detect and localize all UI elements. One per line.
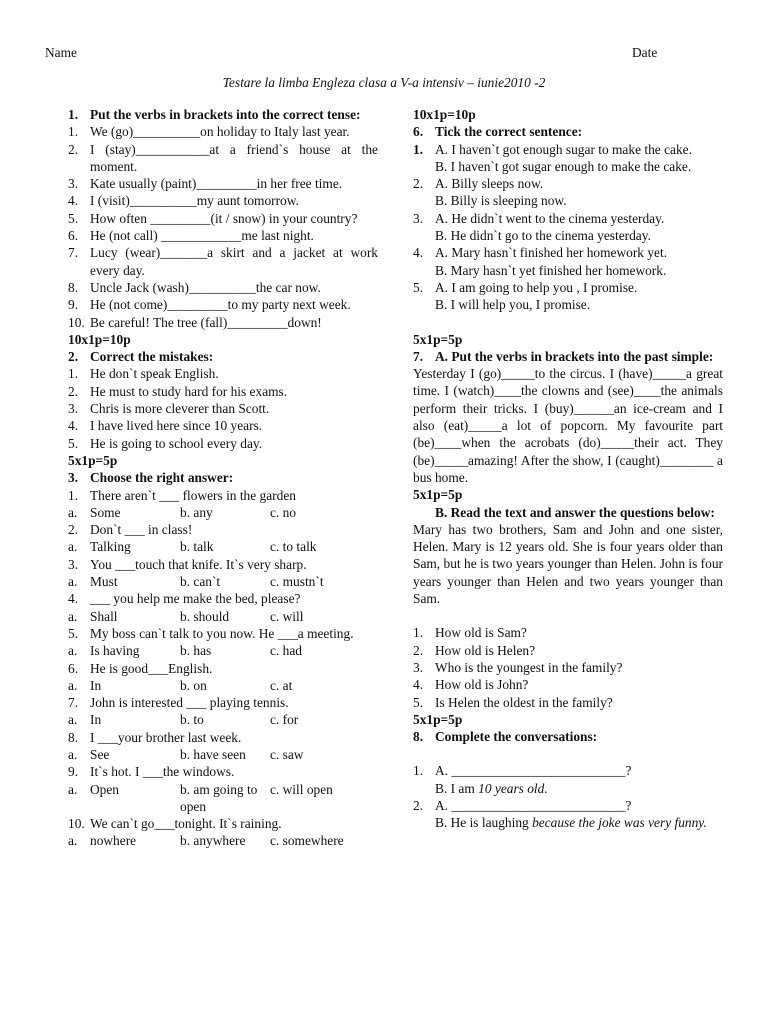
spacer — [413, 607, 723, 624]
exercise-1-item — [68, 123, 378, 140]
exercise-2-item — [68, 383, 378, 400]
exercise-6-option-a — [413, 141, 723, 158]
exercise-2-item — [68, 365, 378, 382]
exercise-6-option-a — [413, 210, 723, 227]
item-number: 1. — [68, 487, 79, 503]
item-text: There aren`t ___ flowers in the garden — [90, 487, 296, 503]
item-text: Tick the correct sentence: — [435, 124, 583, 140]
item-text: B. I haven`t got sugar enough to make the cake. — [435, 158, 692, 174]
item-text: Complete the conversations: — [435, 729, 598, 745]
item-text: He is going to school every day. — [90, 435, 263, 451]
italic-answer: because the joke was very funny. — [532, 815, 707, 831]
item-number: 6. — [68, 660, 79, 676]
spacer — [413, 745, 723, 762]
answer-options — [68, 832, 378, 849]
option-a: Shall — [90, 608, 118, 624]
item-text: He don`t speak English. — [90, 366, 219, 382]
item-number: 4. — [413, 677, 424, 693]
item-text: It`s hot. I ___the windows. — [90, 764, 235, 780]
item-text: A. __________________________? — [435, 797, 632, 813]
score-label: 5x1p=5p — [413, 487, 463, 503]
item-text: Don`t ___ in class! — [90, 522, 193, 538]
item-text: B. I will help you, I promise. — [435, 297, 591, 313]
exercise-3-question — [68, 487, 378, 504]
item-number: 1. — [413, 141, 424, 157]
item-number: 7. — [413, 348, 424, 364]
exercise-1-item — [68, 210, 378, 227]
item-number: 1. — [413, 625, 424, 641]
answer-options — [68, 677, 378, 694]
item-number: 3. — [413, 659, 424, 675]
item-text: How old is Sam? — [435, 625, 527, 641]
answer-options — [68, 608, 378, 625]
option-b: b. talk — [180, 539, 214, 555]
item-number: 2. — [413, 797, 424, 813]
item-number: 3. — [68, 176, 79, 192]
option-b: b. anywhere — [180, 833, 246, 849]
item-text: B. I am 10 years old. — [435, 780, 548, 796]
item-text: How often _________(it / snow) in your country? — [90, 210, 358, 226]
score-label: 5x1p=5p — [68, 452, 118, 468]
option-b: b. can`t — [180, 574, 221, 590]
option-a: Talking — [90, 539, 131, 555]
exercise-1-item — [68, 296, 378, 313]
item-text: He must to study hard for his exams. — [90, 383, 288, 399]
item-number: 4. — [68, 591, 79, 607]
item-number: 8. — [413, 729, 424, 745]
option-c: c. for — [270, 712, 299, 728]
exercise-6-option-b — [413, 192, 723, 209]
item-text: I (visit)__________my aunt tomorrow. — [90, 193, 299, 209]
option-a: In — [90, 712, 102, 728]
item-text: Be careful! The tree (fall)_________down! — [90, 314, 322, 330]
option-b: b. should — [180, 608, 230, 624]
item-text: Who is the youngest in the family? — [435, 659, 623, 675]
exercise-7b-text: Mary has two brothers, Sam and John and one sister, Helen. Mary is 12 years old. She is four years older than Sam, but he is two years younger than Helen. John is four years younger than Helen and two years younger than Sam. — [413, 521, 723, 607]
option-a: Is having — [90, 643, 140, 659]
option-c: c. somewhere — [270, 833, 344, 849]
item-text: B. Mary hasn`t yet finished her homework. — [435, 262, 667, 278]
option-c: c. to talk — [270, 539, 317, 555]
item-number: 3. — [68, 470, 79, 486]
right-column — [413, 106, 723, 832]
option-b: b. am going to open — [180, 781, 258, 814]
exercise-1-item — [68, 141, 378, 176]
item-number: 2. — [68, 383, 79, 399]
item-text: A. I am going to help you , I promise. — [435, 279, 638, 295]
item-number: 3. — [68, 401, 79, 417]
option-c: c. saw — [270, 746, 304, 762]
option-c: c. at — [270, 677, 293, 693]
exercise-1-item — [68, 175, 378, 192]
spacer — [413, 262, 435, 279]
conversation-line-a — [413, 797, 723, 814]
exercise-2-title — [68, 348, 378, 365]
exercise-7b-question — [413, 659, 723, 676]
item-number: 1. — [68, 107, 79, 122]
item-text: A. Billy sleeps now. — [435, 176, 544, 192]
option-c: c. will open — [270, 781, 333, 797]
option-b: b. has — [180, 643, 212, 659]
item-text: A. __________________________? — [435, 763, 632, 779]
spacer — [413, 158, 435, 175]
item-text: I have lived here since 10 years. — [90, 418, 263, 434]
exercise-3-question — [68, 815, 378, 832]
item-text: My boss can`t talk to you now. He ___a meeting. — [90, 625, 354, 641]
item-number: 10. — [68, 816, 85, 832]
conversation-line-b — [413, 814, 723, 831]
option-a: Open — [90, 781, 120, 797]
option-letter: a. — [68, 504, 78, 520]
item-text: A. I haven`t got enough sugar to make the cake. — [435, 141, 692, 157]
exercise-6-option-a — [413, 175, 723, 192]
option-letter: a. — [68, 677, 78, 693]
answer-options — [68, 781, 378, 816]
left-column — [68, 106, 378, 850]
answer-options — [68, 573, 378, 590]
option-letter: a. — [68, 833, 78, 849]
item-text: He (not come)_________to my party next week. — [90, 297, 351, 313]
item-text: B. He didn`t go to the cinema yesterday. — [435, 228, 651, 244]
exercise-7b-question — [413, 694, 723, 711]
item-text: Correct the mistakes: — [90, 349, 214, 365]
score-label: 10x1p=10p — [413, 107, 476, 122]
exercise-3-question — [68, 590, 378, 607]
exercise-1-item — [68, 279, 378, 296]
item-number: 3. — [413, 210, 424, 226]
answer-options — [68, 746, 378, 763]
item-number: 5. — [68, 435, 79, 451]
item-number: 10. — [68, 314, 85, 330]
exercise-2-item — [68, 400, 378, 417]
exercise-7b-question — [413, 642, 723, 659]
item-number: 2. — [68, 141, 79, 157]
item-number: 5. — [68, 625, 79, 641]
item-text: Put the verbs in brackets into the correct tense: — [90, 107, 361, 122]
answer-options — [68, 538, 378, 555]
item-number: 2. — [413, 642, 424, 658]
exercise-6-option-a — [413, 244, 723, 261]
item-text: A. Put the verbs in brackets into the past simple: — [435, 348, 714, 364]
item-number: 1. — [68, 366, 79, 382]
item-text: B. He is laughing because the joke was very funny. — [435, 815, 707, 831]
option-letter: a. — [68, 608, 78, 624]
item-text: I (stay)___________at a friend`s house at the moment. — [90, 141, 378, 174]
spacer — [413, 296, 435, 313]
exercise-3-question — [68, 694, 378, 711]
item-text: John is interested ___ playing tennis. — [90, 695, 289, 711]
exercise-2-item — [68, 417, 378, 434]
item-number: 9. — [68, 764, 79, 780]
item-number: 6. — [413, 124, 424, 140]
item-number: 6. — [68, 228, 79, 244]
exercise-6-option-b — [413, 296, 723, 313]
item-text: ___ you help me make the bed, please? — [90, 591, 301, 607]
item-number: 8. — [68, 279, 79, 295]
item-text: Lucy (wear)_______a skirt and a jacket at work every day. — [90, 245, 378, 278]
item-text: I ___your brother last week. — [90, 729, 242, 745]
exercise-7a-text: Yesterday I (go)_____to the circus. I (have)_____a great time. I (watch)____the clowns and (see)____the animals perform their tricks. I (buy)______an ice-cream and I also (eat)_____a lot of popcorn. My favourite part (be)____when the acrobats (do)_____their act. They (be)_____amazing! After the show, I (caught)________ a bus home. — [413, 366, 723, 485]
option-c: c. will — [270, 608, 304, 624]
exercise-1-item — [68, 244, 378, 279]
item-number: 7. — [68, 245, 79, 261]
exercise-7b-question — [413, 624, 723, 641]
item-number: 4. — [68, 193, 79, 209]
option-a: nowhere — [90, 833, 137, 849]
spacer — [413, 227, 435, 244]
exercise-3-question — [68, 660, 378, 677]
item-text: He is good___English. — [90, 660, 213, 676]
exercise-8-title — [413, 728, 723, 745]
item-number: 5. — [413, 279, 424, 295]
item-number: 3. — [68, 556, 79, 572]
option-b: b. have seen — [180, 746, 246, 762]
exercise-6-option-a — [413, 279, 723, 296]
score-label: 10x1p=10p — [68, 331, 131, 347]
item-text: Is Helen the oldest in the family? — [435, 694, 613, 710]
option-a: See — [90, 746, 110, 762]
exercise-3-question — [68, 763, 378, 780]
option-c: c. mustn`t — [270, 574, 324, 590]
item-number: 2. — [68, 522, 79, 538]
item-number: 8. — [68, 729, 79, 745]
item-number: 4. — [68, 418, 79, 434]
item-text: A. He didn`t went to the cinema yesterday. — [435, 210, 665, 226]
exercise-2-item — [68, 435, 378, 452]
score-label: 5x1p=5p — [413, 711, 463, 727]
item-text: Kate usually (paint)_________in her free time. — [90, 176, 343, 192]
item-number: 1. — [68, 124, 79, 140]
exercise-3-question — [68, 729, 378, 746]
item-number: 5. — [68, 210, 79, 226]
exercise-3-question — [68, 625, 378, 642]
exercise-6-title — [413, 123, 723, 140]
answer-options — [68, 711, 378, 728]
answer-options — [68, 504, 378, 521]
option-a: In — [90, 677, 102, 693]
item-number: 4. — [413, 245, 424, 261]
spacer — [413, 314, 723, 331]
item-number: 9. — [68, 297, 79, 313]
option-letter: a. — [68, 712, 78, 728]
spacer — [413, 192, 435, 209]
conversation-line-b — [413, 780, 723, 797]
item-number: 1. — [413, 763, 424, 779]
option-b: b. to — [180, 712, 204, 728]
item-number: 5. — [413, 694, 424, 710]
italic-answer: 10 years old. — [478, 780, 548, 796]
item-text: B. Billy is sleeping now. — [435, 193, 567, 209]
exercise-3-question — [68, 556, 378, 573]
option-letter: a. — [68, 746, 78, 762]
item-text: Choose the right answer: — [90, 470, 234, 486]
option-b: b. on — [180, 677, 207, 693]
exercise-6-option-b — [413, 227, 723, 244]
option-letter: a. — [68, 539, 78, 555]
item-text: How old is Helen? — [435, 642, 536, 658]
exercise-1-item — [68, 192, 378, 209]
option-c: c. no — [270, 504, 297, 520]
exercise-3-question — [68, 521, 378, 538]
exercise-6-option-b — [413, 262, 723, 279]
exercise-6-option-b — [413, 158, 723, 175]
date-label: Date — [632, 45, 658, 60]
option-letter: a. — [68, 643, 78, 659]
item-text: How old is John? — [435, 677, 529, 693]
item-text: You ___touch that knife. It`s very sharp. — [90, 556, 307, 572]
item-text: He (not call) ____________me last night. — [90, 228, 314, 244]
item-text: We (go)__________on holiday to Italy last year. — [90, 124, 350, 140]
answer-options — [68, 642, 378, 659]
option-a: Must — [90, 574, 118, 590]
option-letter: a. — [68, 574, 78, 590]
option-c: c. had — [270, 643, 302, 659]
exercise-3-title — [68, 469, 378, 486]
option-letter: a. — [68, 781, 78, 797]
exercise-7b-question — [413, 676, 723, 693]
option-a: Some — [90, 504, 121, 520]
exercise-1-item — [68, 227, 378, 244]
spacer — [413, 814, 435, 831]
name-label: Name — [45, 45, 77, 60]
score-label: 5x1p=5p — [413, 331, 463, 347]
item-text: Chris is more cleverer than Scott. — [90, 401, 270, 417]
item-number: 2. — [68, 349, 79, 365]
exercise-1-item — [68, 314, 378, 331]
test-title: Testare la limba Engleza clasa a V-a intensiv – iunie2010 -2 — [222, 75, 546, 90]
item-text: A. Mary hasn`t finished her homework yet. — [435, 245, 668, 261]
exercise-1-title — [68, 106, 378, 123]
option-b: b. any — [180, 504, 213, 520]
exercise-7a-title — [413, 348, 723, 365]
conversation-line-a — [413, 762, 723, 779]
exercise-7b-title: B. Read the text and answer the questions below: — [435, 504, 715, 520]
item-number: 7. — [68, 695, 79, 711]
item-number: 2. — [413, 176, 424, 192]
spacer — [413, 780, 435, 797]
item-text: Uncle Jack (wash)__________the car now. — [90, 279, 321, 295]
item-text: We can`t go___tonight. It`s raining. — [90, 816, 282, 832]
